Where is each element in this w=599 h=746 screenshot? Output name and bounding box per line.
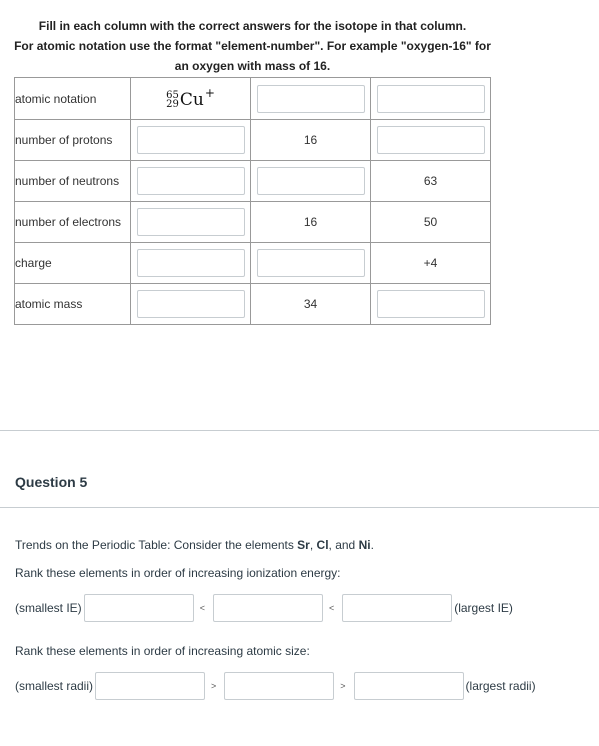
- size-rank-row: [15, 672, 536, 700]
- electrons-value-col2: 16: [251, 202, 371, 243]
- greater-than-sign: >: [211, 681, 217, 691]
- neutrons-value-col3: 63: [371, 161, 491, 202]
- table-row: [15, 243, 491, 284]
- instructions: [0, 16, 505, 76]
- ie-rank-input-2[interactable]: [213, 594, 323, 622]
- ie-largest-label: (largest IE): [454, 601, 513, 615]
- atomic-number: 29: [166, 99, 179, 110]
- size-smallest-label: (smallest radii): [15, 679, 94, 693]
- ie-rank-input-1[interactable]: [84, 594, 194, 622]
- instructions-line-3: an oxygen with mass of 16.: [174, 59, 331, 73]
- instructions-line-1: Fill in each column with the correct answers for the isotope in that column.: [38, 19, 467, 33]
- element-ni: Ni: [358, 538, 371, 552]
- question-header-divider: [0, 507, 599, 508]
- table-row: [15, 120, 491, 161]
- size-prompt: Rank these elements in order of increasing atomic size:: [15, 644, 310, 658]
- element-cl: Cl: [316, 538, 329, 552]
- charge-input-col2[interactable]: [257, 249, 365, 277]
- table-row: [15, 202, 491, 243]
- ie-rank-row: [15, 594, 513, 622]
- size-rank-input-2[interactable]: [224, 672, 334, 700]
- neutrons-input-col2[interactable]: [257, 167, 365, 195]
- question-header: Question 5: [15, 474, 88, 490]
- size-rank-input-3[interactable]: [354, 672, 464, 700]
- electrons-value-col3: 50: [371, 202, 491, 243]
- mass-number: 65: [166, 90, 179, 101]
- row-label: number of neutrons: [15, 161, 131, 202]
- less-than-sign: <: [328, 603, 335, 613]
- protons-input-col1[interactable]: [137, 126, 245, 154]
- mass-input-col3[interactable]: [377, 290, 485, 318]
- ion-charge: +: [204, 86, 215, 100]
- instructions-line-2: For atomic notation use the format "element-number". For example "oxygen-16" for: [14, 39, 491, 53]
- neutrons-input-col1[interactable]: [137, 167, 245, 195]
- row-label: atomic mass: [15, 284, 131, 325]
- size-rank-input-1[interactable]: [95, 672, 205, 700]
- table-row: [15, 161, 491, 202]
- row-label: number of protons: [15, 120, 131, 161]
- ie-smallest-label: (smallest IE): [15, 601, 82, 615]
- less-than-sign: <: [199, 603, 205, 613]
- charge-input-col1[interactable]: [137, 249, 245, 277]
- greater-than-sign: >: [340, 681, 346, 691]
- element-symbol: Cu: [179, 90, 204, 110]
- electrons-input-col1[interactable]: [137, 208, 245, 236]
- section-divider: [0, 430, 599, 431]
- row-label: atomic notation: [15, 78, 131, 120]
- mass-input-col1[interactable]: [137, 290, 245, 318]
- question-prompt: Trends on the Periodic Table: Consider the elements Sr, Cl, and Ni.: [15, 538, 374, 552]
- table-row: [15, 284, 491, 325]
- protons-input-col3[interactable]: [377, 126, 485, 154]
- row-label: number of electrons: [15, 202, 131, 243]
- atomic-notation-cu: [166, 86, 215, 110]
- table-row: [15, 78, 491, 120]
- notation-input-col2[interactable]: [257, 85, 365, 113]
- mass-value-col2: 34: [251, 284, 371, 325]
- element-sr: Sr: [297, 538, 310, 552]
- protons-value-col2: 16: [251, 120, 371, 161]
- row-label: charge: [15, 243, 131, 284]
- ie-rank-input-3[interactable]: [342, 594, 452, 622]
- charge-value-col3: +4: [371, 243, 491, 284]
- ie-prompt: Rank these elements in order of increasing ionization energy:: [15, 566, 341, 580]
- size-largest-label: (largest radii): [465, 679, 536, 693]
- notation-input-col3[interactable]: [377, 85, 485, 113]
- isotope-table: [14, 77, 491, 325]
